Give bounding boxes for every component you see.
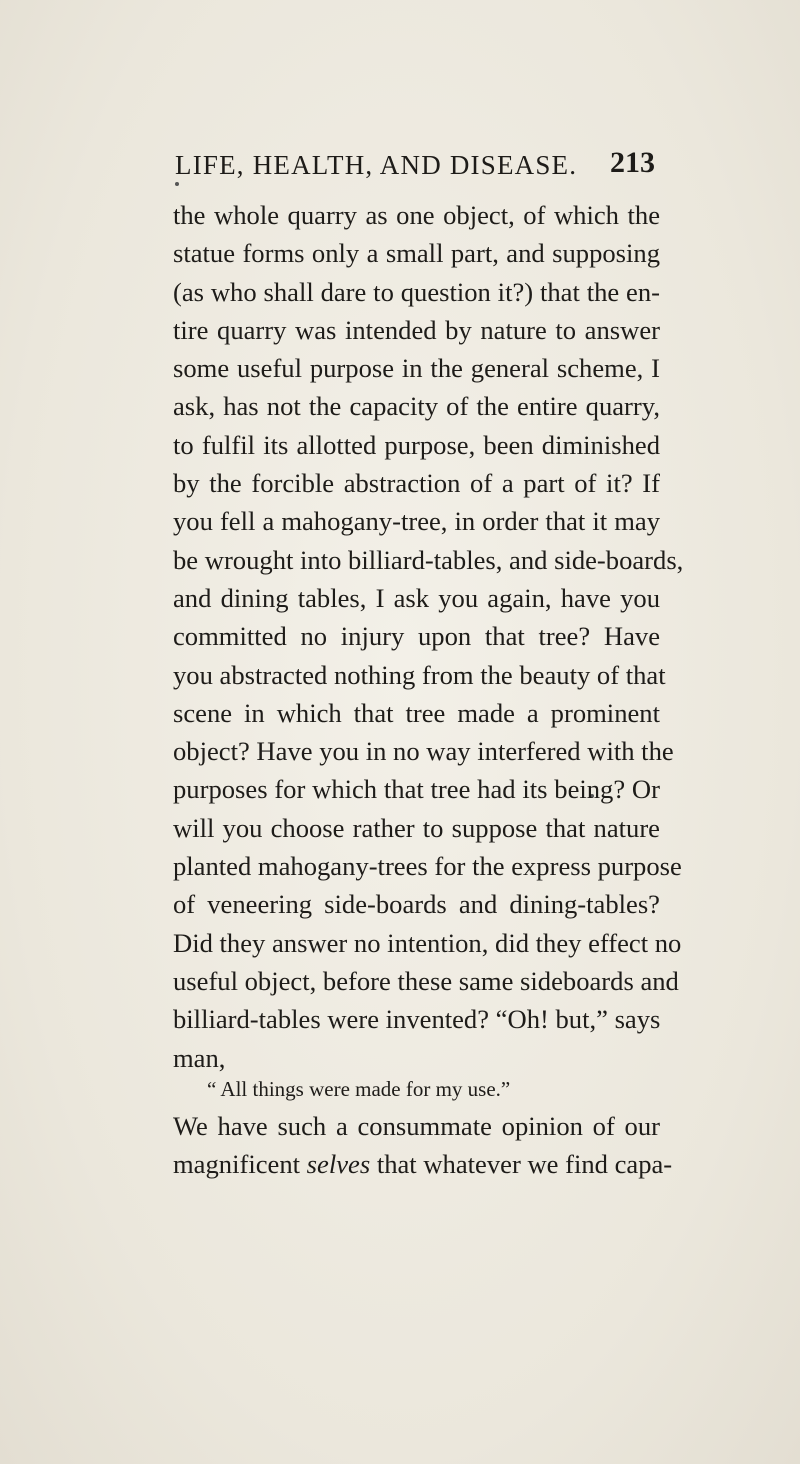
page-header [175, 146, 655, 190]
page-number: 213 [610, 146, 655, 179]
running-title: LIFE, HEALTH, AND DISEASE. [175, 150, 578, 180]
text-line: some useful purpose in the general scheme, I [173, 353, 660, 384]
text-line: by the forcible abstraction of a part of it? If [173, 468, 660, 499]
body-text [173, 196, 684, 1183]
text-fragment: that whatever we find capa- [370, 1149, 673, 1180]
text-line [173, 1145, 673, 1183]
text-line: Did they answer no intention, did they effect no [173, 927, 682, 958]
text-line: the whole quarry as one object, of which the [173, 200, 660, 230]
text-line: you fell a mahogany-tree, in order that it may [173, 506, 660, 537]
italic-word: selves [306, 1149, 371, 1180]
text-line: you abstracted nothing from the beauty of that [173, 659, 666, 690]
ink-speck [175, 182, 179, 186]
text-line: to fulfil its allotted purpose, been diminished [173, 429, 660, 460]
text-line: scene in which that tree made a prominent [173, 697, 660, 728]
text-line: committed no injury upon that tree? Have [173, 621, 660, 652]
text-line: ask, has not the capacity of the entire quarry, [173, 391, 660, 422]
block-quote: “ All things were made for my use.” [207, 1076, 511, 1101]
text-fragment: magnificent [173, 1149, 307, 1180]
text-line: (as who shall dare to question it?) that the en- [173, 276, 660, 307]
text-line: object? Have you in no way interfered with the [173, 736, 674, 767]
text-line: billiard-tables were invented? “Oh! but,” says [173, 1004, 661, 1035]
text-line: will you choose rather to suppose that nature [173, 812, 660, 843]
text-line: tire quarry was intended by nature to answer [173, 314, 660, 345]
text-line: be wrought into billiard-tables, and side-boards, [173, 544, 684, 575]
text-line: planted mahogany-trees for the express purpose [173, 851, 682, 882]
text-line: of veneering side-boards and dining-tables? [173, 889, 660, 920]
text-line: man, [173, 1042, 226, 1073]
text-line: We have such a consummate opinion of our [173, 1110, 660, 1141]
text-line: purposes for which that tree had its being? Or [173, 774, 660, 805]
text-line: and dining tables, I ask you again, have you [173, 582, 660, 613]
text-line: useful object, before these same sideboards and [173, 965, 679, 996]
text-line: statue forms only a small part, and supposing [173, 238, 660, 269]
